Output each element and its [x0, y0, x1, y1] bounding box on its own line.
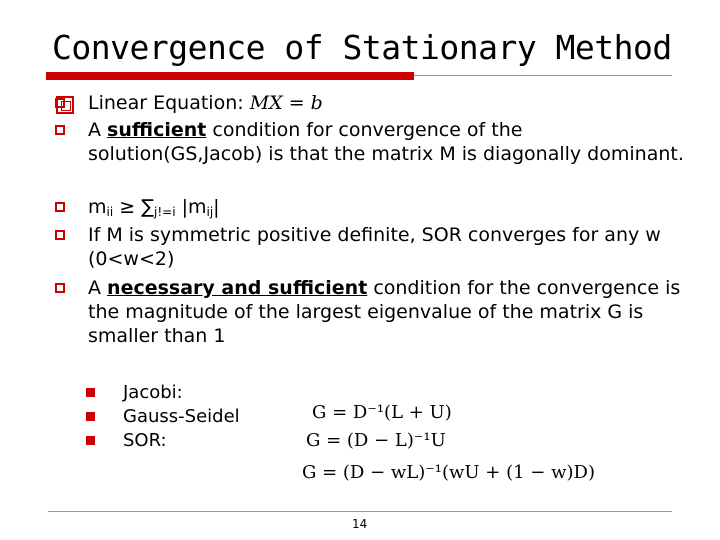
square-bullet-icon	[55, 230, 65, 240]
formula-text: |	[213, 196, 220, 218]
formula-text: ≥ ∑	[113, 196, 154, 218]
method-label: Gauss-Seidel	[123, 406, 240, 427]
emphasis-text: necessary and sufficient	[107, 277, 368, 299]
bullet-text: If M is symmetric positive definite, SOR converges for any w (0<w<2)	[88, 224, 661, 270]
formula-subscript: j!=i	[154, 205, 176, 219]
bullet-text: condition for the convergence is the magnitude of the largest eigenvalue of the matrix G is smaller than 1	[88, 277, 681, 347]
filled-square-bullet-icon	[86, 412, 95, 421]
formula-subscript: ij	[206, 205, 214, 219]
equation: MX = b	[249, 92, 323, 114]
formula-subscript: ii	[106, 205, 114, 219]
bullet-text: Linear Equation:	[88, 92, 250, 114]
filled-square-bullet-icon	[86, 436, 95, 445]
sor-formula: G = (D − wL)⁻¹(wU + (1 − w)D)	[302, 462, 595, 483]
formula-text: m	[88, 196, 107, 218]
filled-square-bullet-icon	[86, 388, 95, 397]
method-label: Jacobi:	[123, 382, 183, 403]
title-underline-red	[46, 72, 414, 80]
page-number: 14	[352, 517, 368, 531]
bullet-text: A	[88, 119, 108, 141]
slide-title: Convergence of Stationary Method	[52, 28, 672, 67]
bullet-text: condition for convergence of the solution(GS,Jacob) is that the matrix M is diagonally dominant.	[88, 119, 684, 165]
square-bullet-icon	[55, 202, 65, 212]
formula-text: |m	[175, 196, 207, 218]
bullet-text: A	[88, 277, 108, 299]
emphasis-text: sufficient	[107, 119, 207, 141]
method-label: SOR:	[123, 430, 167, 451]
title-underline-gray	[414, 75, 672, 76]
gauss-seidel-formula: G = (D − L)⁻¹U	[306, 430, 446, 451]
footer-rule	[48, 511, 672, 512]
square-bullet-icon	[55, 125, 65, 135]
jacobi-formula: G = D⁻¹(L + U)	[312, 402, 452, 423]
square-bullet-icon	[55, 98, 65, 108]
square-bullet-icon	[55, 283, 65, 293]
